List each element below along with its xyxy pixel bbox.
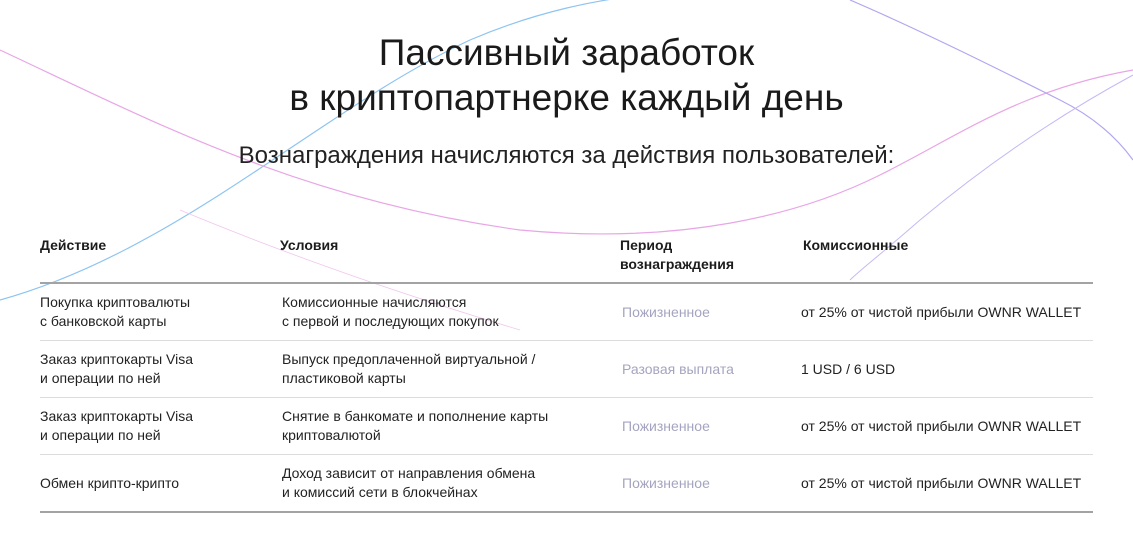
header-conditions: Условия <box>280 237 339 253</box>
page-subtitle: Вознаграждения начисляются за действия пользователей: <box>238 142 895 169</box>
cell-action: Покупка криптовалюты с банковской карты <box>40 294 191 329</box>
header-commission: Комиссионные <box>803 237 909 253</box>
cell-conditions: Комиссионные начисляются с первой и последующих покупок <box>282 294 499 329</box>
table-row <box>40 341 1093 398</box>
cell-conditions: Доход зависит от направления обмена и комиссий сети в блокчейнах <box>282 465 536 500</box>
header-period: Период вознаграждения <box>620 237 734 272</box>
title-line-1: Пассивный заработок <box>378 32 755 73</box>
cell-commission: 1 USD / 6 USD <box>801 360 896 377</box>
rewards-table <box>40 228 1093 513</box>
cell-action: Заказ криптокарты Visa и операции по ней <box>40 351 194 386</box>
cell-conditions: Выпуск предоплаченной виртуальной / пластиковой карты <box>282 351 536 386</box>
title-line-2: в криптопартнерке каждый день <box>289 77 844 118</box>
cell-action: Обмен крипто-крипто <box>40 474 180 491</box>
cell-commission: от 25% от чистой прибыли OWNR WALLET <box>801 417 1082 434</box>
cell-commission: от 25% от чистой прибыли OWNR WALLET <box>801 474 1082 491</box>
table-row <box>40 398 1093 455</box>
cell-period: Пожизненное <box>622 417 710 434</box>
page-title <box>0 30 1133 120</box>
cell-conditions: Снятие в банкомате и пополнение карты криптовалютой <box>282 408 549 443</box>
cell-period: Пожизненное <box>622 474 710 491</box>
table-row <box>40 455 1093 513</box>
cell-period: Разовая выплата <box>622 360 734 377</box>
table-row <box>40 284 1093 341</box>
table-header <box>40 228 1093 284</box>
cell-period: Пожизненное <box>622 303 710 320</box>
cell-action: Заказ криптокарты Visa и операции по ней <box>40 408 194 443</box>
cell-commission: от 25% от чистой прибыли OWNR WALLET <box>801 303 1082 320</box>
header-action: Действие <box>40 237 107 253</box>
